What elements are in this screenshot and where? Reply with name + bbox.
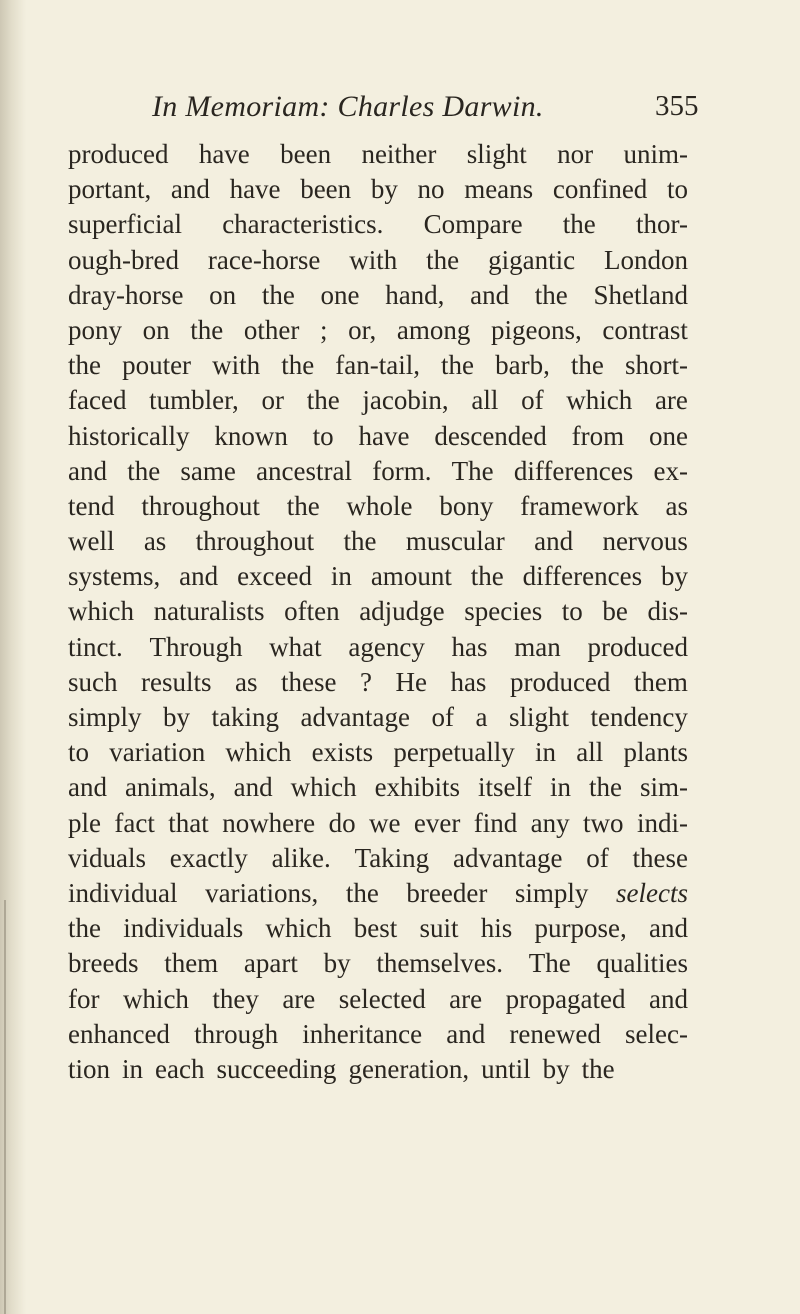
word: inheritance <box>302 1018 423 1049</box>
word: in <box>550 772 572 803</box>
word: historically <box>68 420 190 451</box>
word: faced <box>68 385 127 416</box>
word: the <box>68 350 101 381</box>
word: been <box>300 174 352 205</box>
word: the <box>261 279 295 310</box>
word: whole <box>346 490 413 521</box>
word: slight <box>508 702 569 732</box>
word: and <box>648 983 688 1014</box>
word: dis- <box>647 596 688 627</box>
word: and <box>233 772 273 803</box>
word: are <box>449 983 483 1014</box>
word: tumbler, <box>149 385 239 416</box>
word: nowhere <box>222 807 316 838</box>
text-line <box>68 419 688 454</box>
word: ex- <box>653 455 688 486</box>
word: perpetually <box>393 737 515 768</box>
word: the <box>345 877 379 908</box>
word: the <box>426 244 460 275</box>
text-line <box>68 489 688 524</box>
word: variations, <box>205 877 319 908</box>
word: for <box>68 983 100 1014</box>
text-line <box>68 137 688 172</box>
word: plants <box>623 737 688 768</box>
word: pony <box>68 314 122 345</box>
text-line <box>68 911 688 946</box>
word: tend <box>68 490 115 521</box>
word: Taking <box>354 842 430 873</box>
word: produced <box>509 666 611 697</box>
word: London <box>604 244 688 275</box>
word: on <box>142 314 170 345</box>
word: ough-bred <box>68 244 179 275</box>
word: exactly <box>169 842 248 873</box>
word: muscular <box>405 526 505 557</box>
word: of <box>521 385 544 416</box>
word: by <box>542 1053 570 1084</box>
word: in <box>535 737 557 768</box>
text-line <box>68 735 688 770</box>
word: have <box>358 420 410 451</box>
word: and <box>649 913 688 944</box>
word: been <box>280 139 332 169</box>
word: which <box>68 596 134 627</box>
word: selects <box>616 877 688 908</box>
text-line <box>68 876 688 911</box>
word: throughout <box>141 490 260 521</box>
word: these <box>281 666 337 697</box>
text-line <box>68 313 688 348</box>
text-line <box>68 278 688 313</box>
word: or, <box>348 314 377 345</box>
word: through <box>194 1018 279 1049</box>
word: them <box>633 666 688 697</box>
word: selected <box>338 983 426 1014</box>
text-line <box>68 982 688 1017</box>
word: the <box>68 913 101 944</box>
word: throughout <box>195 526 315 557</box>
text-line <box>68 559 688 594</box>
word: which <box>290 772 357 803</box>
word: all <box>471 385 499 416</box>
word: systems, <box>68 561 161 592</box>
word: the <box>127 455 161 486</box>
word: tendency <box>590 702 688 732</box>
word: are <box>282 983 316 1014</box>
word: hand, <box>385 279 445 310</box>
word: these <box>632 842 688 873</box>
word: advantage <box>300 702 410 732</box>
word: apart <box>243 948 298 979</box>
word: characteristics. <box>222 209 384 240</box>
word: by <box>163 702 191 732</box>
word: simply <box>68 702 142 732</box>
word: among <box>396 314 471 345</box>
word: known <box>214 420 288 451</box>
word: differences <box>513 455 634 486</box>
word: Shetland <box>593 279 688 310</box>
word: and <box>68 455 107 486</box>
word: to <box>312 420 334 451</box>
text-line <box>68 348 688 383</box>
word: have <box>198 139 250 169</box>
word: means <box>464 174 534 205</box>
word: exhibits <box>374 772 461 803</box>
word: man <box>514 631 561 662</box>
word: ever <box>413 807 461 838</box>
word: pigeons, <box>491 314 582 345</box>
word: and <box>446 1018 486 1049</box>
word: the <box>534 279 568 310</box>
word: breeder <box>406 877 488 908</box>
word: which <box>566 385 633 416</box>
text-line <box>68 841 688 876</box>
word: until <box>481 1053 531 1084</box>
word: ; <box>319 314 328 345</box>
word: which <box>225 737 292 768</box>
word: confined <box>552 174 648 205</box>
word: from <box>571 420 625 451</box>
word: produced <box>587 631 688 662</box>
word: has <box>451 631 488 662</box>
text-line <box>68 630 688 665</box>
word: as <box>143 526 167 557</box>
word: succeeding <box>216 1053 337 1084</box>
word: portant, <box>68 174 152 205</box>
word: indi- <box>636 807 688 838</box>
word: nervous <box>602 526 688 557</box>
word: or <box>261 385 285 416</box>
word: has <box>450 666 487 697</box>
word: slight <box>466 139 527 169</box>
word: nor <box>557 139 594 169</box>
word: we <box>368 807 401 838</box>
word: bony <box>439 490 494 521</box>
word: his <box>480 913 513 944</box>
word: them <box>164 948 219 979</box>
text-line <box>68 946 688 981</box>
text-line <box>68 454 688 489</box>
text-line <box>68 383 688 418</box>
word: be <box>602 596 628 627</box>
word: to <box>666 174 688 205</box>
word: descended <box>434 420 547 451</box>
word: they <box>212 983 259 1014</box>
word: which <box>265 913 332 944</box>
word: exists <box>311 737 374 768</box>
word: fact <box>114 807 155 838</box>
word: the <box>588 772 622 803</box>
word: variation <box>109 737 206 768</box>
word: ancestral <box>256 455 353 486</box>
word: with <box>349 244 398 275</box>
word: the <box>581 1053 615 1084</box>
word: The <box>451 455 494 486</box>
word: as <box>235 666 258 697</box>
word: individual <box>68 877 178 908</box>
text-line <box>68 1017 688 1052</box>
text-line <box>68 524 688 559</box>
word: by <box>370 174 398 205</box>
word: and <box>68 772 107 803</box>
word: generation, <box>348 1053 470 1084</box>
word: barb, <box>495 350 550 381</box>
word: of <box>431 702 454 732</box>
word: renewed <box>509 1018 601 1049</box>
word: itself <box>478 772 533 803</box>
page-header <box>0 90 800 140</box>
word: the <box>441 350 475 381</box>
word: one <box>320 279 360 310</box>
word: and <box>534 526 574 557</box>
word: the <box>343 526 377 557</box>
word: enhanced <box>68 1018 170 1049</box>
text-line <box>68 1052 688 1087</box>
word: which <box>122 983 189 1014</box>
word: to <box>68 737 90 768</box>
word: form. <box>372 455 432 486</box>
word: in <box>330 561 352 592</box>
word: gigantic <box>488 244 576 275</box>
word: animals, <box>124 772 216 803</box>
word: Through <box>149 631 243 662</box>
word: the <box>286 490 320 521</box>
word: taking <box>211 702 280 732</box>
word: themselves. <box>376 948 504 979</box>
word: exceed <box>237 561 312 592</box>
word: as <box>665 490 688 521</box>
page-edge-line <box>4 900 6 1314</box>
word: by <box>660 561 688 592</box>
word: suit <box>419 913 459 944</box>
word: to <box>561 596 583 627</box>
word: viduals <box>68 842 146 873</box>
word: short- <box>624 350 688 381</box>
word: advantage <box>452 842 563 873</box>
word: one <box>648 420 688 451</box>
word: with <box>212 350 261 381</box>
word: the <box>562 209 596 240</box>
text-line <box>68 243 688 278</box>
word: same <box>180 455 236 486</box>
word: contrast <box>602 314 688 345</box>
word: thor- <box>636 209 688 240</box>
word: the <box>570 350 604 381</box>
word: agency <box>348 631 425 662</box>
text-line <box>68 806 688 841</box>
word: produced <box>68 139 169 169</box>
word: sim- <box>639 772 688 803</box>
word: naturalists <box>153 596 265 627</box>
word: individuals <box>123 913 244 944</box>
word: such <box>68 666 118 697</box>
word: pouter <box>122 350 192 381</box>
word: the <box>281 350 315 381</box>
page-number: 355 <box>655 90 699 122</box>
body-text <box>68 137 688 1087</box>
word: other <box>243 314 300 345</box>
word: the <box>190 314 224 345</box>
word: neither <box>361 139 437 169</box>
word: and <box>179 561 219 592</box>
word: the <box>470 561 504 592</box>
word: on <box>209 279 237 310</box>
text-line <box>68 207 688 242</box>
word: results <box>141 666 212 697</box>
word: He <box>395 666 427 697</box>
word: tinct. <box>68 631 123 662</box>
word: often <box>284 596 340 627</box>
text-line <box>68 700 688 735</box>
word: and <box>470 279 510 310</box>
word: framework <box>520 490 639 521</box>
text-line <box>68 770 688 805</box>
word: in <box>122 1053 144 1084</box>
word: amount <box>370 561 452 592</box>
word: race-horse <box>207 244 321 275</box>
text-line <box>68 665 688 700</box>
word: Compare <box>423 209 523 240</box>
word: adjudge <box>359 596 445 627</box>
word: find <box>473 807 518 838</box>
word: fan-tail, <box>335 350 420 381</box>
word: by <box>323 948 351 979</box>
word: a <box>475 702 488 732</box>
word: have <box>229 174 281 205</box>
word: what <box>269 631 322 662</box>
word: dray-horse <box>68 279 184 310</box>
word: propagated <box>505 983 626 1014</box>
text-line <box>68 594 688 629</box>
word: simply <box>514 877 589 908</box>
word: differences <box>522 561 643 592</box>
text-line <box>68 172 688 207</box>
word: all <box>576 737 604 768</box>
word: are <box>654 385 688 416</box>
word: ? <box>359 666 372 697</box>
word: best <box>353 913 398 944</box>
word: breeds <box>68 948 139 979</box>
word: superficial <box>68 209 182 240</box>
running-head: In Memoriam: Charles Darwin. <box>152 90 544 123</box>
word: unim- <box>623 139 688 169</box>
word: selec- <box>625 1018 688 1049</box>
word: alike. <box>271 842 331 873</box>
word: tion <box>68 1053 111 1084</box>
word: any <box>530 807 570 838</box>
word: species <box>464 596 543 627</box>
word: the <box>306 385 340 416</box>
word: qualities <box>596 948 688 979</box>
word: jacobin, <box>362 385 449 416</box>
word: two <box>583 807 624 838</box>
word: that <box>168 807 209 838</box>
word: do <box>328 807 356 838</box>
word: well <box>68 526 115 557</box>
word: The <box>528 948 571 979</box>
word: no <box>417 174 445 205</box>
word: ple <box>68 807 101 838</box>
word: and <box>170 174 210 205</box>
word: purpose, <box>534 913 627 944</box>
word: of <box>586 842 609 873</box>
word: each <box>155 1053 205 1084</box>
